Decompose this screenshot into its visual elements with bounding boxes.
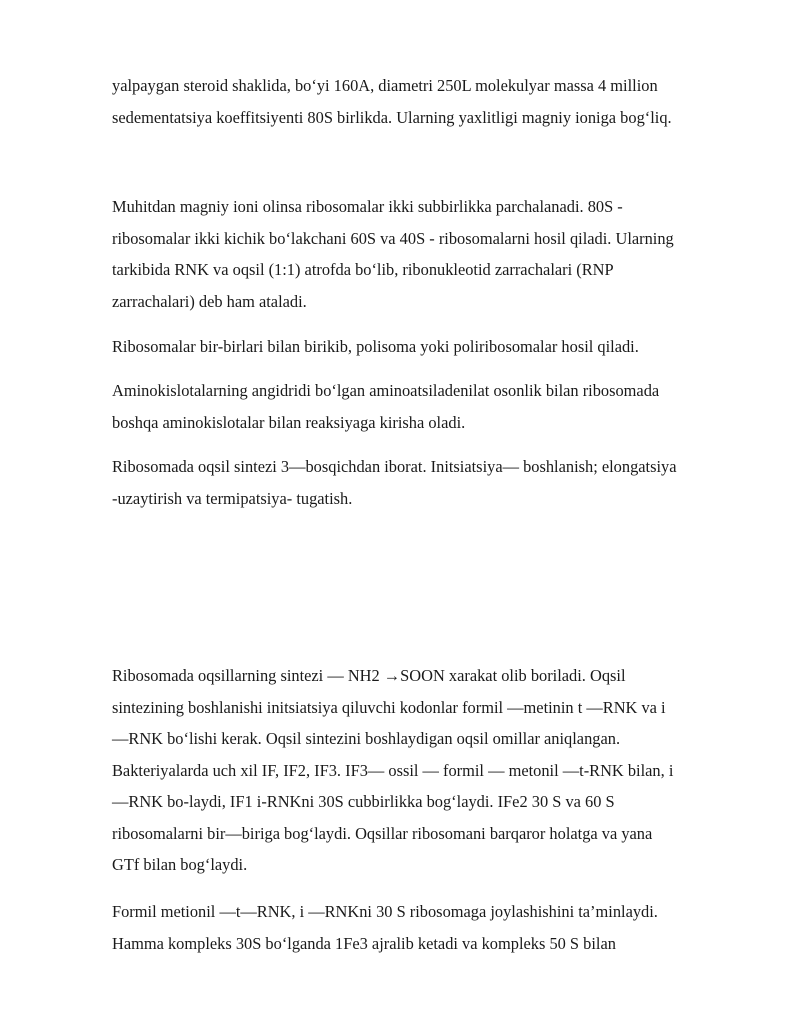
text-line: ribosomalarni bir—biriga bog‘laydi. Oqsillar ribosomani barqaror holatga va yana [112, 823, 653, 843]
paragraph-magnesium-dissociation [112, 191, 752, 317]
text-line: Ribosomada oqsillarning sintezi — NH2 →SOON xarakat olib boriladi. Oqsil [112, 666, 626, 685]
text-line: yalpaygan steroid shaklida, bo‘yi 160A, diametri 250L molekulyar massa 4 million [112, 76, 658, 95]
paragraph-synthesis-stages [112, 451, 752, 514]
text-line: Ribosomada oqsil sintezi 3—bosqichdan iborat. Initsiatsiya— boshlanish; elongatsiya [112, 457, 677, 476]
text-line: tarkibida RNK va oqsil (1:1) atrofda bo‘lib, ribonukleotid zarrachalari (RNP [112, 260, 614, 279]
text-line: boshqa aminokislotalar bilan reaksiyaga kirisha oladi. [112, 412, 466, 432]
text-line: zarrachalari) deb ham ataladi. [112, 291, 307, 311]
text-line: Formil metionil —t—RNK, i —RNKni 30 S ribosomaga joylashishini ta’minlaydi. [112, 902, 658, 921]
text-line: ribosomalar ikki kichik bo‘lakchani 60S va 40S - ribosomalarni hosil qiladi. Ularning [112, 228, 674, 248]
text-line: —RNK bo-laydi, IF1 i-RNKni 30S cubbirlikka bog‘laydi. IFe2 30 S va 60 S [112, 792, 615, 811]
paragraph-initiation-factors [112, 660, 752, 881]
paragraph-polysome [112, 331, 752, 363]
text-line: -uzaytirish va termipatsiya- tugatish. [112, 488, 353, 508]
paragraph-ribosome-shape [112, 70, 752, 133]
text-line: sedementatsiya koeffitsiyenti 80S birlikda. Ularning yaxlitligi magniy ioniga bog‘liq. [112, 107, 672, 127]
text-line: GTf bilan bog‘laydi. [112, 855, 248, 874]
text-line: Hamma kompleks 30S bo‘lganda 1Fe3 ajralib ketadi va kompleks 50 S bilan [112, 933, 616, 953]
text-line: sintezining boshlanishi initsiatsiya qiluvchi kodonlar formil —metinin t —RNK va i [112, 697, 666, 717]
text-line: Ribosomalar bir-birlari bilan birikib, polisoma yoki poliribosomalar hosil qiladi. [112, 337, 639, 356]
text-line: Muhitdan magniy ioni olinsa ribosomalar ikki subbirlikka parchalanadi. 80S - [112, 197, 623, 216]
text-line: Aminokislotalarning angidridi bo‘lgan aminoatsiladenilat osonlik bilan ribosomada [112, 381, 660, 400]
paragraph-formyl-methionyl [112, 896, 752, 959]
text-line: Bakteriyalarda uch xil IF, IF2, IF3. IF3— ossil — formil — metonil —t-RNK bilan, i [112, 760, 674, 780]
paragraph-aminoacyl-adenylate [112, 375, 752, 438]
text-line: —RNK bo‘lishi kerak. Oqsil sintezini boshlaydigan oqsil omillar aniqlangan. [112, 729, 621, 748]
